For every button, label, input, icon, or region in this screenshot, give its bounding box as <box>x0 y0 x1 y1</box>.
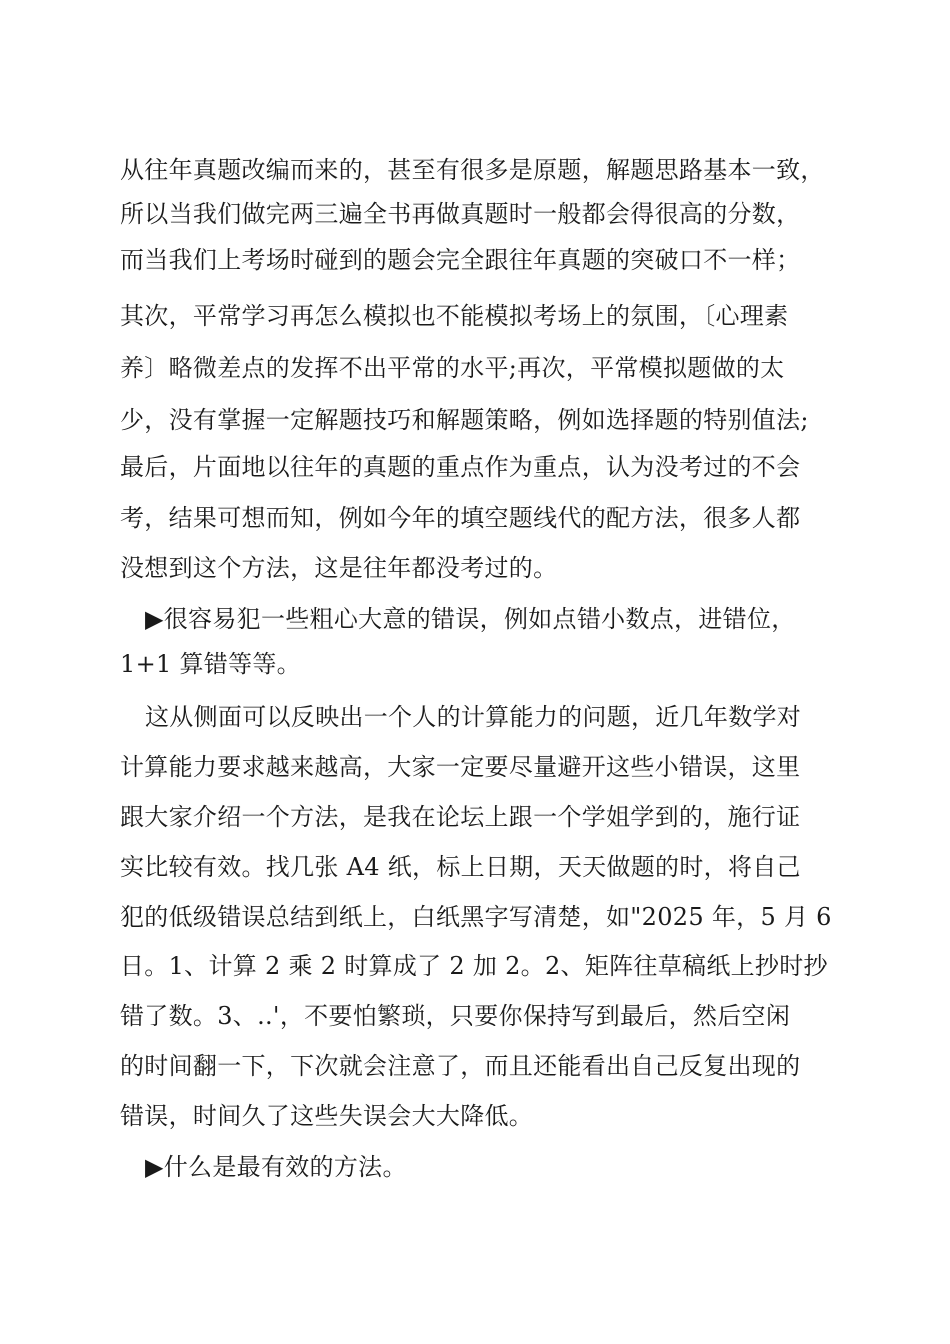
text-line: 从往年真题改编而来的，甚至有很多是原题，解题思路基本一致， <box>120 156 825 184</box>
text-line: 计算能力要求越来越高，大家一定要尽量避开这些小错误，这里 <box>120 753 801 781</box>
bullet-line: ▶什么是最有效的方法。 <box>145 1153 407 1181</box>
text-line: 而当我们上考场时碰到的题会完全跟往年真题的突破口不一样； <box>120 246 801 274</box>
paragraph-first-line: 这从侧面可以反映出一个人的计算能力的问题，近几年数学对 <box>145 703 802 731</box>
text-line: 所以当我们做完两三遍全书再做真题时一般都会得很高的分数， <box>120 200 801 228</box>
text-line: 错误，时间久了这些失误会大大降低。 <box>120 1102 534 1130</box>
text-line: 养〕略微差点的发挥不出平常的水平;再次，平常模拟题做的太 <box>120 354 785 382</box>
text-line: 日。1、计算 2 乘 2 时算成了 2 加 2。2、矩阵往草稿纸上抄时抄 <box>120 952 828 980</box>
bullet-line: ▶很容易犯一些粗心大意的错误，例如点错小数点，进错位， <box>145 605 796 633</box>
text-line: 最后，片面地以往年的真题的重点作为重点，认为没考过的不会 <box>120 453 801 481</box>
text-line: 实比较有效。找几张 A4 纸，标上日期，天天做题的时，将自己 <box>120 853 801 881</box>
text-line: 其次，平常学习再怎么模拟也不能模拟考场上的氛围，〔心理素 <box>120 302 789 330</box>
text-line: 的时间翻一下，下次就会注意了，而且还能看出自己反复出现的 <box>120 1052 801 1080</box>
text-line: 没想到这个方法，这是往年都没考过的。 <box>120 554 558 582</box>
text-line: 犯的低级错误总结到纸上，白纸黑字写清楚，如"2025 年，5 月 6 <box>120 903 832 931</box>
text-line: 跟大家介绍一个方法，是我在论坛上跟一个学姐学到的，施行证 <box>120 803 801 831</box>
text-line: 1+1 算错等等。 <box>120 650 301 678</box>
text-line: 少，没有掌握一定解题技巧和解题策略，例如选择题的特别值法; <box>120 406 809 434</box>
text-line: 错了数。3、..'，不要怕繁琐，只要你保持写到最后，然后空闲 <box>120 1002 791 1030</box>
text-line: 考，结果可想而知，例如今年的填空题线代的配方法，很多人都 <box>120 504 801 532</box>
